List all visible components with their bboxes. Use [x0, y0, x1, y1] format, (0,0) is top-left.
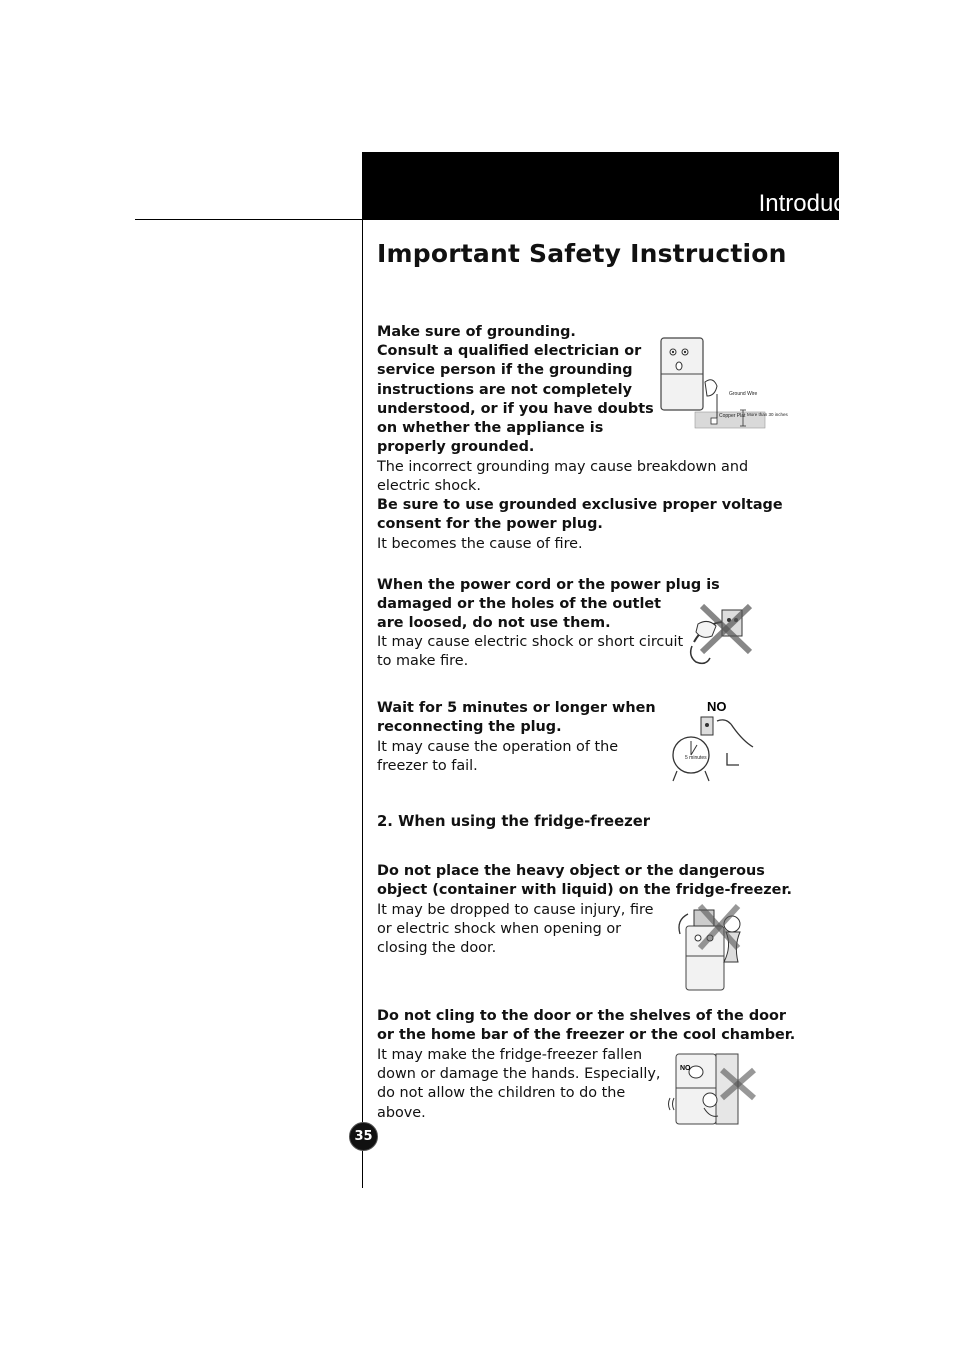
no-label: NO: [707, 699, 727, 714]
reconnect-illustration: [665, 697, 757, 787]
header-rule: [135, 219, 362, 220]
page-number: 35: [349, 1122, 378, 1151]
grounding-illustration: [655, 334, 788, 434]
cling-illustration: [666, 1048, 758, 1128]
subsection-title: 2. When using the fridge-freezer: [377, 813, 651, 830]
heavy-object-heading: Do not place the heavy object or the dangerous object (container with liquid) on the fridge-freezer.: [377, 863, 792, 899]
clock-label: 5 minutes: [685, 755, 707, 761]
voltage-heading: Be sure to use grounded exclusive proper voltage consent for the power plug.: [377, 497, 783, 533]
ground-wire-label: Ground Wire: [729, 391, 758, 397]
copper-plat-label: Copper Plat: [719, 413, 746, 419]
margin-rule: [362, 220, 363, 1188]
distance-label: More than 30 inches: [747, 412, 788, 417]
cling-no-label: NO: [680, 1065, 691, 1072]
section-title: Introduction: [758, 190, 884, 217]
reconnect-heading: Wait for 5 minutes or longer when reconnecting the plug.: [377, 700, 656, 736]
cling-heading: Do not cling to the door or the shelves of the door or the home bar of the freezer or the cool chamber.: [377, 1008, 796, 1044]
page-title: Important Safety Instruction: [377, 239, 787, 268]
heavy-object-body: It may be dropped to cause injury, fire or electric shock when opening or closing the door.: [377, 902, 654, 957]
power-cord-body: It may cause electric shock or short circuit to make fire.: [377, 634, 684, 670]
heavy-object-illustration: [676, 904, 748, 992]
damaged-plug-illustration: [684, 602, 756, 670]
reconnect-body: It may cause the operation of the freezer to fail.: [377, 739, 619, 775]
cling-body: It may make the fridge-freezer fallen down or damage the hands. Especially, do not allow the children to do the above.: [377, 1047, 661, 1121]
voltage-body: It becomes the cause of fire.: [377, 536, 583, 552]
grounding-heading: Make sure of grounding. Consult a qualified electrician or service person if the grounding instructions are not completely understood, or if you have doubts on whether the appliance is properly grounded.: [377, 324, 654, 456]
grounding-body: The incorrect grounding may cause breakdown and electric shock.: [377, 459, 749, 495]
power-cord-heading: When the power cord or the power plug is damaged or the holes of the outlet are loosed, do not use them.: [377, 577, 720, 632]
